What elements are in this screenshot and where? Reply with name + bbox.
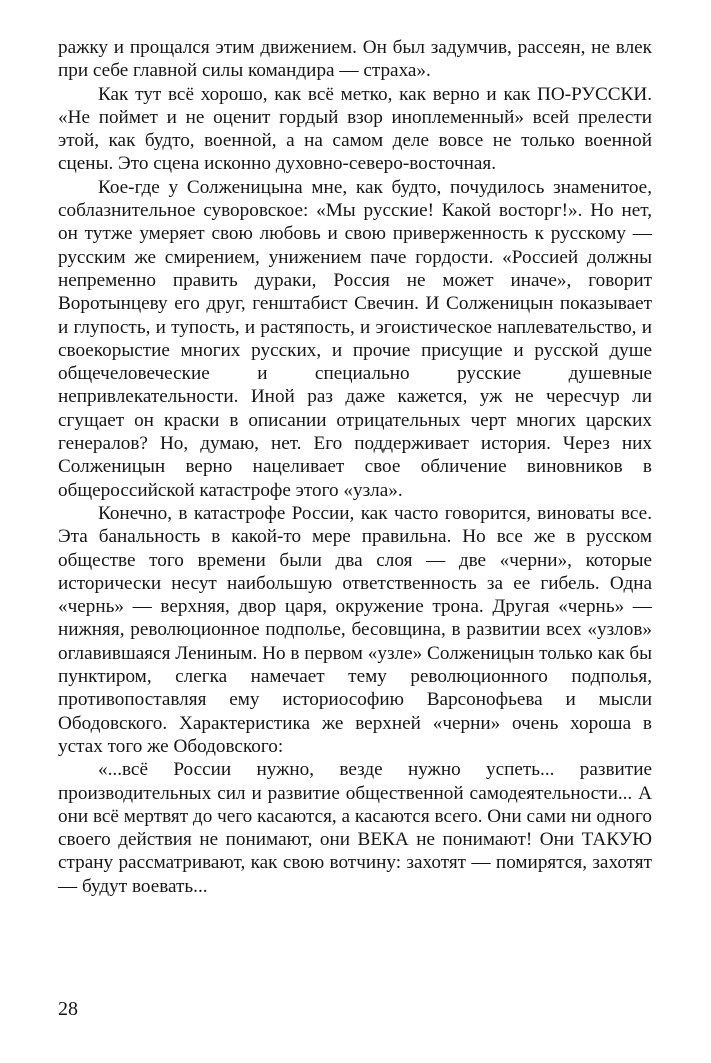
quote-paragraph: «...всё России нужно, везде нужно успеть... развитие производительных сил и развитие общественной самодеятельности... А они всё мертвят до чего касаются, а касаются всего. Они сами ни одного своего действия не понимают, они ВЕКА не понимают! Они ТАКУЮ страну рассматривают, как свою вотчину: захотят — помирятся, захотят — будут воевать... <box>58 759 652 897</box>
paragraph-continuation: ражку и прощался этим движением. Он был задумчив, рассеян, не влек при себе главной силы командира — страха». <box>58 37 652 82</box>
page-number: 28 <box>58 998 78 1020</box>
paragraph: Как тут всё хорошо, как всё метко, как верно и как ПО-РУССКИ. «Не поймет и не оценит гордый взор иноплеменный» всей прелести этой, как будто, военной, а на самом деле вовсе не только военной сцены. Это сцена исконно духовно-северо-восточная. <box>58 83 652 175</box>
paragraph: Конечно, в катастрофе России, как часто говорится, виноваты все. Эта банальность в какой-то мере правильна. Но все же в русском обществе того времени были два слоя — две «черни», которые исторически несут наибольшую ответственность за ее гибель. Одна «чернь» — верхняя, двор царя, окружение трона. Другая «чернь» — нижняя, революционное подполье, бесовщина, в развитии всех «узлов» оглавившаяся Лениным. Но в первом «узле» Солженицын только как бы пунктиром, слегка намечает тему революционного подполья, противопоставляя ему историософию Варсонофьева и мысли Ободовского. Характеристика же верхней «черни» очень хороша в устах того же Ободовского: <box>58 502 652 757</box>
paragraph: Кое-где у Солженицына мне, как будто, почудилось знаменитое, соблазнительное суворовское: «Мы русские! Какой восторг!». Но нет, он тутже умеряет свою любовь и свою приверженность к русскому — русским же смирением, унижением паче гордости. «Россией должны непременно править дураки, Россия не может иначе», говорит Воротынцеву его друг, генштабист Свечин. И Солженицын показывает и глупость, и тупость, и растяпость, и эгоистическое наплевательство, и своекорыстие многих русских, и прочие присущие и русской душе общечеловеческие и специально русские душевные непривлекательности. Иной раз даже кажется, уж не чересчур ли сгущает он краски в описании отрицательных черт многих царских генералов? Но, думаю, нет. Его поддерживает история. Через них Солженицын верно нацеливает свое обличение виновников в общероссийской катастрофе этого «узла». <box>58 176 652 501</box>
page-body <box>58 36 652 898</box>
